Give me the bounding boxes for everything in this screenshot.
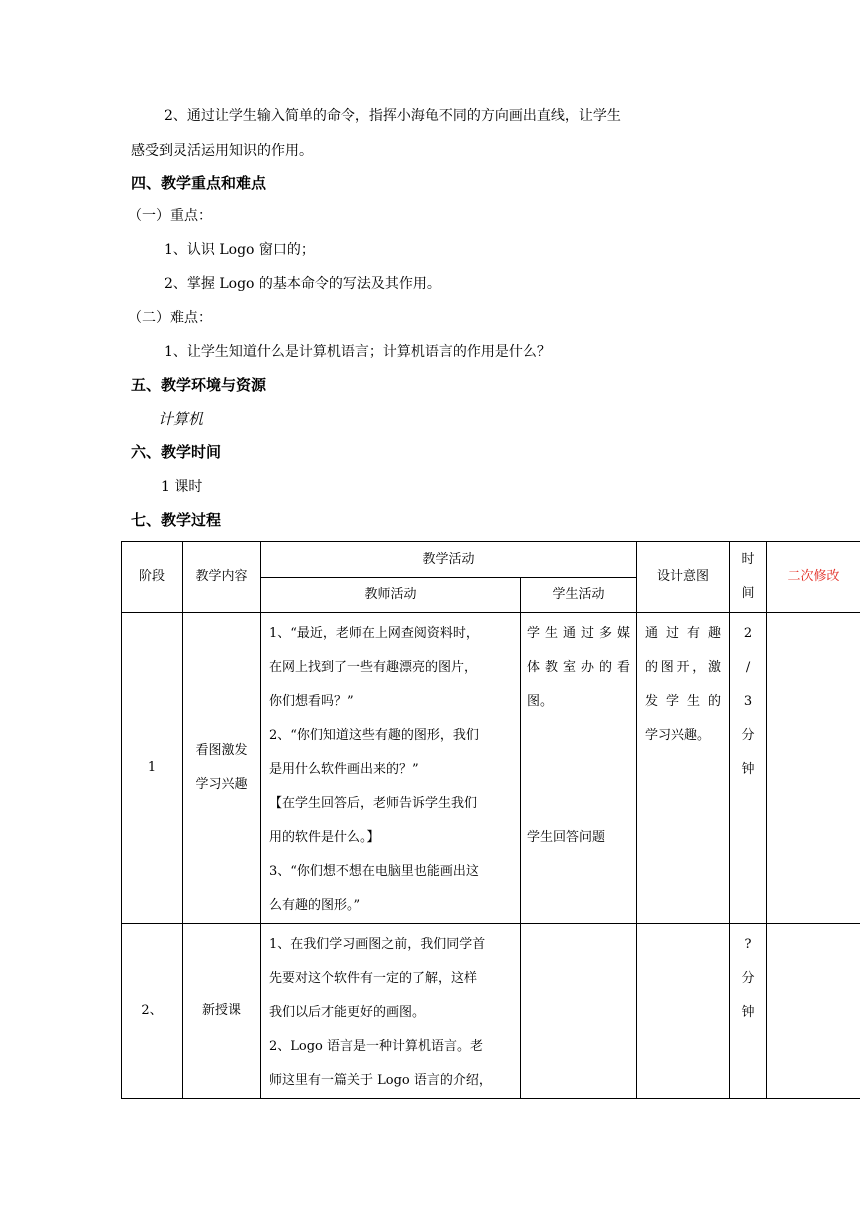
row1-student-line: 学生通过多媒 <box>527 626 631 641</box>
header-content: 教学内容 <box>183 542 261 613</box>
header-student: 学生活动 <box>521 578 637 613</box>
row1-teacher-line: 【在学生回答后，老师告诉学生我们 <box>269 796 478 811</box>
row1-time-line: / <box>745 660 751 675</box>
section-5-content: 计算机 <box>158 410 204 428</box>
key-point-1: 1、认识 Logo 窗口的； <box>164 242 315 258</box>
row1-student-activity <box>521 613 637 924</box>
goal-2-line-2: 感受到灵活运用知识的作用。 <box>131 143 313 159</box>
row1-teacher-line: 3、“你们想不想在电脑里也能画出这 <box>269 864 479 879</box>
row1-teacher-activity <box>261 613 521 924</box>
row1-intent-line: 的图开，激 <box>645 660 722 675</box>
row2-teacher-activity <box>261 924 521 1099</box>
header-time-2: 间 <box>741 586 755 601</box>
row2-revision <box>767 924 860 1099</box>
difficult-point-1: 1、让学生知道什么是计算机语言；计算机语言的作用是什么？ <box>164 344 551 360</box>
row2-teacher-line: 先要对这个软件有一定的了解，这样 <box>269 971 478 986</box>
row1-teacher-line: 用的软件是什么。】 <box>269 830 380 845</box>
section-5-heading: 五、教学环境与资源 <box>131 376 267 394</box>
header-stage: 阶段 <box>122 542 183 613</box>
section-4-heading: 四、教学重点和难点 <box>131 174 267 192</box>
row1-intent-line: 发学生的 <box>645 694 722 709</box>
difficult-points-title: （二）难点： <box>128 310 212 326</box>
row1-design-intent <box>637 613 730 924</box>
row1-time-line: 分 <box>741 728 755 743</box>
row1-time <box>730 613 767 924</box>
row1-teacher-line: 你们想看吗？” <box>269 694 354 709</box>
row2-teacher-line: 师这里有一篇关于 Logo 语言的介绍， <box>269 1073 492 1088</box>
header-intent: 设计意图 <box>637 542 730 613</box>
row1-student-line: 图。 <box>527 694 554 709</box>
row1-teacher-line: 么有趣的图形。” <box>269 898 361 913</box>
row1-teacher-line: 2、“你们知道这些有趣的图形，我们 <box>269 728 479 743</box>
row2-design-intent <box>637 924 730 1099</box>
row2-teacher-line: 2、Logo 语言是一种计算机语言。老 <box>269 1039 484 1054</box>
table-row <box>122 924 860 1099</box>
section-7-heading: 七、教学过程 <box>131 511 222 529</box>
row1-content-line-2: 学习兴趣 <box>195 777 248 792</box>
row2-student-activity <box>521 924 637 1099</box>
row1-time-line: 钟 <box>741 762 755 777</box>
row1-intent-line: 通过有趣 <box>645 626 722 641</box>
header-time <box>730 542 767 613</box>
row2-stage: 2、 <box>122 924 183 1099</box>
key-point-2: 2、掌握 Logo 的基本命令的写法及其作用。 <box>164 276 441 292</box>
row1-student-answer: 学生回答问题 <box>527 830 606 845</box>
row2-time-line: ? <box>744 937 752 952</box>
header-revision: 二次修改 <box>767 542 860 613</box>
row2-teacher-line: 1、在我们学习画图之前，我们同学首 <box>269 937 486 952</box>
teaching-process-table <box>121 541 860 1099</box>
row1-intent-line: 学习兴趣。 <box>645 728 711 743</box>
row1-time-line: 3 <box>743 694 753 709</box>
header-time-1: 时 <box>741 552 755 567</box>
header-activity: 教学活动 <box>261 542 637 578</box>
row1-teacher-line: 是用什么软件画出来的？” <box>269 762 419 777</box>
row2-teacher-line: 我们以后才能更好的画图。 <box>269 1005 426 1020</box>
row2-time-line: 分 <box>741 971 755 986</box>
row2-time-line: 钟 <box>741 1005 755 1020</box>
row1-content-line-1: 看图激发 <box>195 743 248 758</box>
section-6-content: 1 课时 <box>161 479 203 495</box>
row1-student-line: 体教室办的看 <box>527 660 631 675</box>
row1-time-line: 2 <box>743 626 753 641</box>
table-header-row <box>122 542 860 578</box>
row1-revision <box>767 613 860 924</box>
row1-stage: 1 <box>122 613 183 924</box>
key-points-title: （一）重点： <box>128 208 212 224</box>
section-6-heading: 六、教学时间 <box>131 443 222 461</box>
row1-content <box>183 613 261 924</box>
row2-content: 新授课 <box>183 924 261 1099</box>
table-row <box>122 613 860 924</box>
row1-teacher-line: 1、“最近，老师在上网查阅资料时， <box>269 626 479 641</box>
header-teacher: 教师活动 <box>261 578 521 613</box>
goal-2-line-1: 2、通过让学生输入简单的命令，指挥小海龟不同的方向画出直线，让学生 <box>164 108 621 124</box>
row2-time <box>730 924 767 1099</box>
row1-teacher-line: 在网上找到了一些有趣漂亮的图片， <box>269 660 478 675</box>
